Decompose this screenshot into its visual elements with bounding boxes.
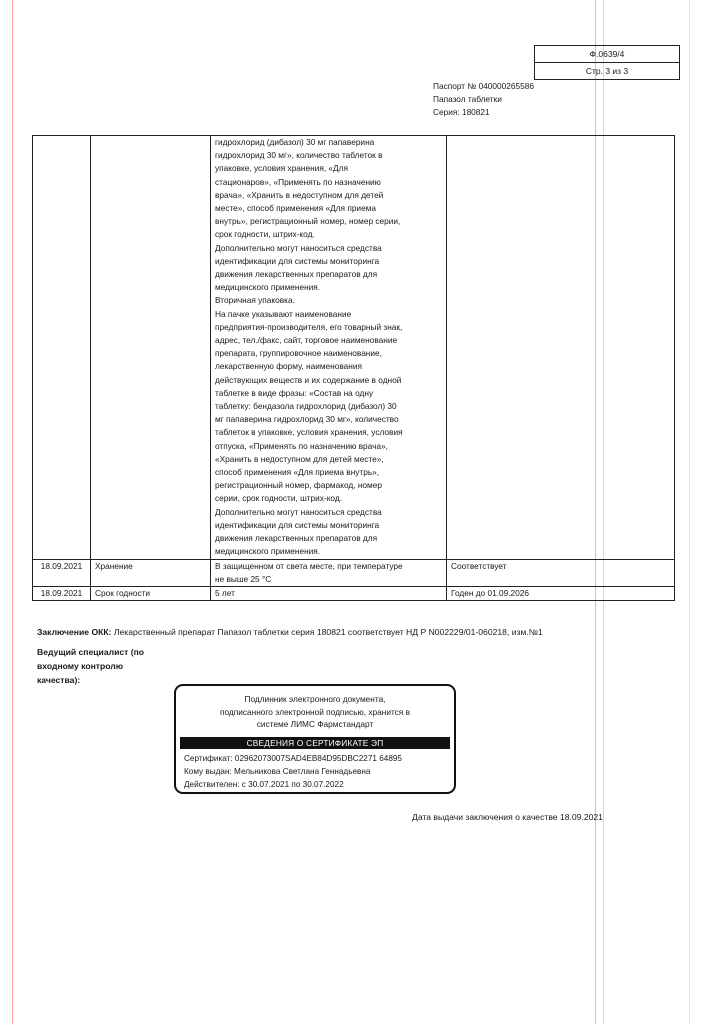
requirement-line: таблетке в виде фразы: «Состав на одну	[215, 387, 374, 398]
requirement-line: внутрь», регистрационный номер, номер серии,	[215, 216, 401, 227]
issue-date: Дата выдачи заключения о качестве 18.09.2021	[412, 812, 603, 822]
date-cell: 18.09.2021	[33, 559, 91, 586]
requirement-line: действующих веществ и их содержание в одной	[215, 374, 402, 385]
requirement-cell	[211, 136, 447, 560]
requirement-line: серии, срок годности, штрих-код.	[215, 493, 342, 504]
requirement-line: В защищенном от света месте, при температуре	[215, 560, 403, 571]
table-row	[33, 586, 675, 600]
certificate-validity: Действителен: с 30.07.2021 по 30.07.2022	[184, 779, 344, 789]
requirement-line: идентификации для системы мониторинга	[215, 255, 380, 266]
indicator-cell	[91, 136, 211, 560]
signature-stamp	[174, 684, 456, 794]
scan-line-red	[12, 0, 13, 1024]
quality-table	[32, 135, 675, 601]
requirement-line: медицинского применения.	[215, 282, 321, 293]
conclusion	[37, 627, 543, 637]
requirement-line: месте», способ применения «Для приема	[215, 203, 376, 214]
result-cell: Годен до 01.09.2026	[447, 586, 675, 600]
stamp-header	[176, 693, 454, 731]
requirement-line: упаковке, условия хранения, «Для	[215, 163, 349, 174]
specialist-line: входному контролю	[37, 661, 124, 671]
requirement-line: Дополнительно могут наноситься средства	[215, 506, 382, 517]
passport-header	[433, 80, 534, 119]
requirement-line: Дополнительно могут наноситься средства	[215, 242, 382, 253]
table-row	[33, 559, 675, 586]
series-number: Серия: 180821	[433, 107, 490, 117]
requirement-line: регистрационный номер, фармакод, номер	[215, 480, 382, 491]
product-name: Папазол таблетки	[433, 94, 502, 104]
certificate-info-bar: СВЕДЕНИЯ О СЕРТИФИКАТЕ ЭП	[180, 737, 450, 749]
requirement-line: не выше 25 °С	[215, 573, 272, 584]
requirement-line: лекарственную форму, наименования	[215, 361, 362, 372]
date-cell: 18.09.2021	[33, 586, 91, 600]
certificate-owner: Кому выдан: Мельникова Светлана Геннадьевна	[184, 766, 371, 776]
requirement-line: На пачке указывают наименование	[215, 308, 352, 319]
stamp-header-line: системе ЛИМС Фармстандарт	[256, 719, 374, 729]
requirement-line: движения лекарственных препаратов для	[215, 269, 378, 280]
certificate-number: Сертификат: 02962073007SAD4EB84D95DBC2271 64895	[184, 753, 402, 763]
requirement-line: таблетку: бендазола гидрохлорид (дибазол) 30	[215, 401, 397, 412]
result-cell: Соответствует	[447, 559, 675, 586]
requirement-line: способ применения «Для приема внутрь»,	[215, 467, 380, 478]
requirement-line: адрес, тел./факс, сайт, торговое наименование	[215, 335, 398, 346]
requirement-line: мг папаверина гидрохлорид 30 мг», количество	[215, 414, 399, 425]
form-code-box	[534, 45, 680, 80]
form-code: Ф.0639/4	[589, 49, 625, 59]
page-number: Стр. 3 из 3	[535, 62, 679, 79]
stamp-header-line: Подлинник электронного документа,	[244, 694, 386, 704]
table-row-continuation	[33, 136, 675, 560]
requirement-cell	[211, 586, 447, 600]
requirement-line: гидрохлорид 30 мг», количество таблеток в	[215, 150, 383, 161]
requirement-line: Вторичная упаковка.	[215, 295, 295, 306]
requirement-line: таблеток в упаковке, условия хранения, условия	[215, 427, 403, 438]
requirement-line: идентификации для системы мониторинга	[215, 519, 380, 530]
indicator-cell: Срок годности	[91, 586, 211, 600]
date-cell	[33, 136, 91, 560]
specialist-line: качества):	[37, 675, 81, 685]
specialist-label	[37, 645, 147, 687]
requirement-line: движения лекарственных препаратов для	[215, 533, 378, 544]
conclusion-label: Заключение ОКК:	[37, 627, 112, 637]
stamp-header-line: подписанного электронной подписью, хранится в	[219, 706, 411, 717]
requirement-line: срок годности, штрих-код.	[215, 229, 315, 240]
result-cell	[447, 136, 675, 560]
requirement-line: стационаров», «Применять по назначению	[215, 176, 381, 187]
requirement-line: отпуска, «Применять по назначению врача»,	[215, 440, 388, 451]
passport-number: Паспорт № 040000265586	[433, 81, 534, 91]
requirement-line: препарата, группировочное наименование,	[215, 348, 382, 359]
requirement-line: «Хранить в недоступном для детей месте»,	[215, 453, 384, 464]
requirement-line: медицинского применения.	[215, 546, 321, 557]
conclusion-text: Лекарственный препарат Папазол таблетки серия 180821 соответствует НД Р N002229/01-060218, изм.№1	[111, 627, 543, 637]
requirement-line: предприятия-производителя, его товарный знак,	[215, 321, 403, 332]
requirement-line: 5 лет	[215, 587, 235, 598]
requirement-line: врача», «Хранить в недоступном для детей	[215, 189, 384, 200]
indicator-cell: Хранение	[91, 559, 211, 586]
requirement-cell	[211, 559, 447, 586]
requirement-line: гидрохлорид (дибазол) 30 мг папаверина	[215, 137, 375, 147]
scan-line-gray-right	[689, 0, 690, 1024]
specialist-line: Ведущий специалист (по	[37, 647, 145, 657]
